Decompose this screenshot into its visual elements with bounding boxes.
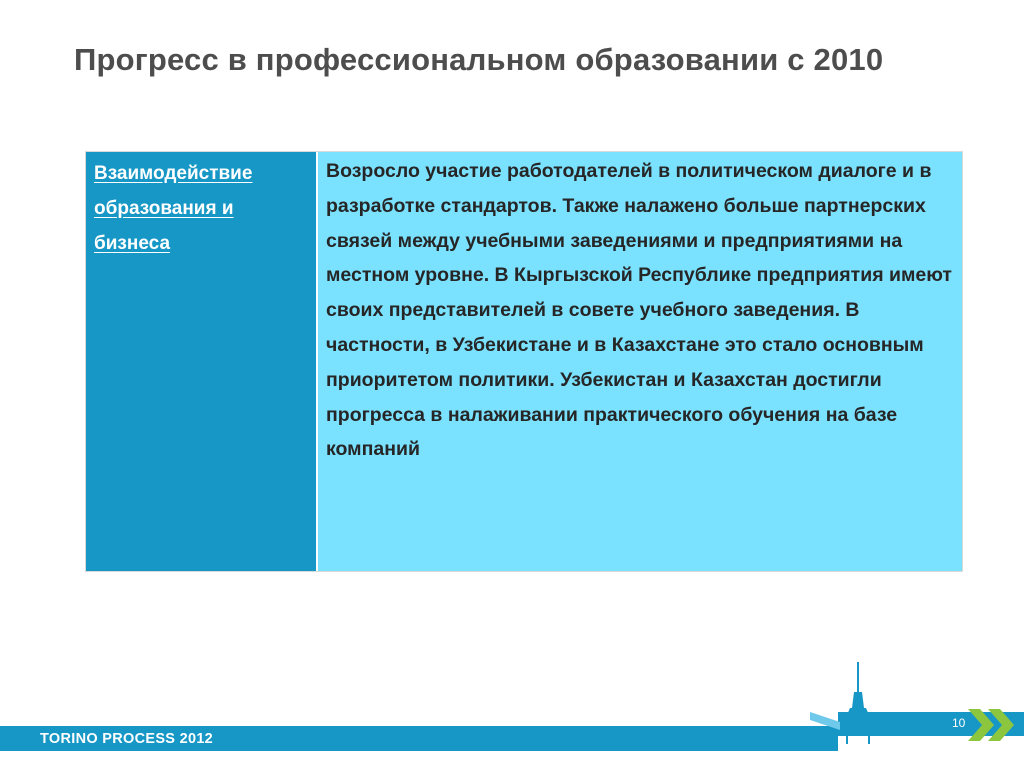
mole-antonelliana-tower-icon <box>810 660 900 746</box>
double-chevron-right-icon <box>966 705 1024 745</box>
slide-title: Прогресс в профессиональном образовании с 2010 <box>74 42 884 77</box>
topic-line-3: бизнеса <box>94 233 171 254</box>
footer-label: TORINO PROCESS 2012 <box>40 731 214 747</box>
description-cell <box>318 152 962 571</box>
topic-cell <box>86 152 318 571</box>
topic-line-2: образования и <box>94 198 234 219</box>
description-text: Возросло участие работодателей в политическом диалоге и в разработке стандартов. Также налажено больше партнерских связей между учебными заведениями и предприятиями на местном уровне. В Кыргызской Республике предприятия имеют своих представителей в совете учебного заведения. В частности, в Узбекистане и в Казахстане это стало основным приоритетом политики. Узбекистан и Казахстан достигли прогресса в налаживании практического обучения на базе компаний <box>326 160 952 461</box>
content-table <box>85 151 963 572</box>
page-number: 10 <box>952 716 966 730</box>
topic-line-1: Взаимодействие <box>94 163 253 184</box>
